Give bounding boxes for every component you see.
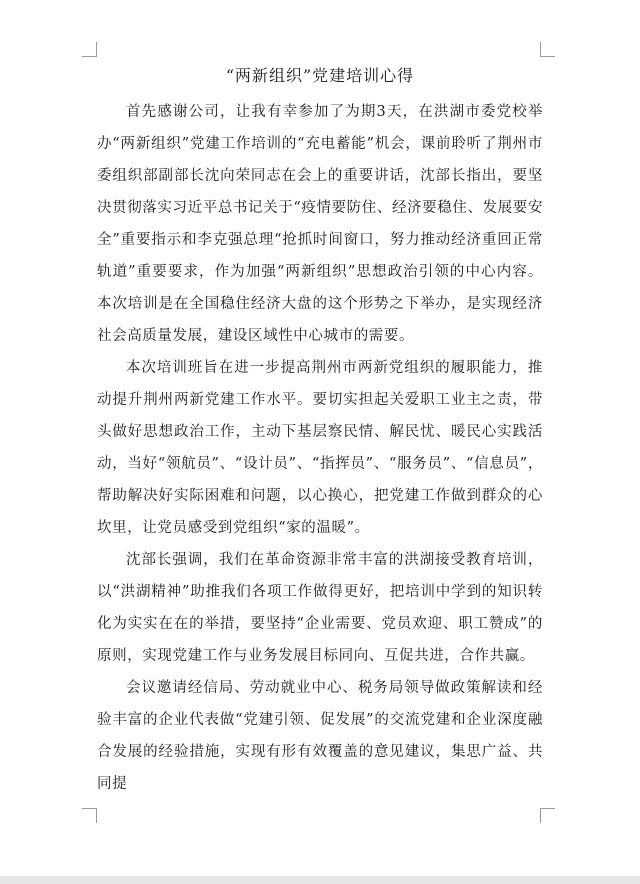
margin-corner-bottom-right (540, 808, 555, 823)
margin-corner-bottom-left (82, 808, 97, 823)
margin-corner-top-right (540, 42, 555, 57)
paragraph-4: 会议邀请经信局、劳动就业中心、税务局领导做政策解读和经验丰富的企业代表做“党建引领、促发展”的交流党建和企业深度融合发展的经验措施，实现有形有效覆盖的意见建议，集思广益、共同提 (97, 680, 543, 792)
paragraph-3: 沈部长强调，我们在革命资源非常丰富的洪湖接受教育培训，以“洪湖精神”助推我们各项工作做得更好，把培训中学到的知识转化为实实在在的举措，要坚持“企业需要、党员欢迎、职工赞成”的原则，实现党建工作与业务发展目标同向、互促共进，合作共赢。 (97, 552, 543, 664)
document-title: “两新组织”党建培训心得 (225, 66, 415, 85)
paragraph-2: 本次培训班旨在进一步提高荆州市两新党组织的履职能力，推动提升荆州两新党建工作水平。要切实担起关爱职工业主之责，带头做好思想政治工作，主动下基层察民情、解民忧、暖民心实践活动，当好“领航员”、“设计员”、“指挥员”、“服务员”、“信息员”，帮助解决好实际困难和问题，以心换心，把党建工作做到群众的心坎里，让党员感受到党组织“家的温暖”。 (97, 360, 543, 536)
paragraph-1: 首先感谢公司，让我有幸参加了为期3天，在洪湖市委党校举办“两新组织”党建工作培训的“充电蓄能”机会，课前聆听了荆州市委组织部副部长沈向荣同志在会上的重要讲话，沈部长指出，要坚决贯彻落实习近平总书记关于“疫情要防住、经济要稳住、发展要安全”重要指示和李克强总理“抢抓时间窗口，努力推动经济重回正常轨道”重要要求，作为加强“两新组织”思想政治引领的中心内容。本次培训是在全国稳住经济大盘的这个形势之下举办，是实现经济社会高质量发展，建设区域性中心城市的需要。 (97, 104, 543, 344)
margin-corner-top-left (82, 42, 97, 57)
page-bottom-gap (0, 876, 640, 884)
document-body[interactable] (97, 64, 543, 800)
